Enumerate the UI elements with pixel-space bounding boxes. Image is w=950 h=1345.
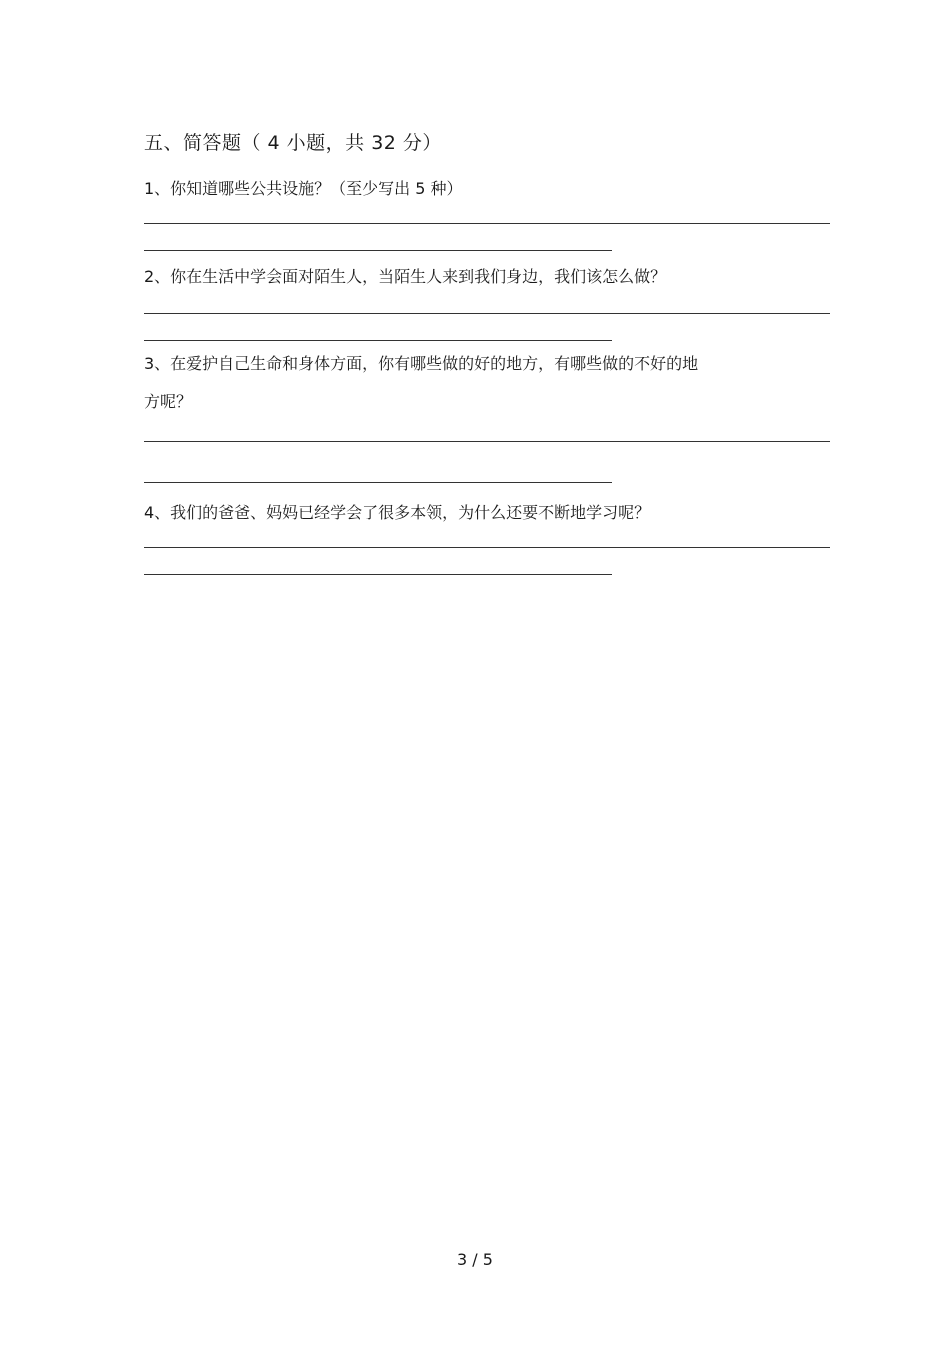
answer-line <box>144 547 830 548</box>
question-1-text: 1、你知道哪些公共设施？（至少写出 5 种） <box>144 179 463 198</box>
answer-line <box>144 250 612 251</box>
answer-line <box>144 313 830 314</box>
question-2-text: 2、你在生活中学会面对陌生人，当陌生人来到我们身边，我们该怎么做？ <box>144 267 667 286</box>
answer-line <box>144 340 612 341</box>
section-title: 五、简答题（ 4 小题，共 32 分） <box>144 132 442 154</box>
page-number: 3 / 5 <box>457 1250 493 1269</box>
answer-line <box>144 482 612 483</box>
answer-line <box>144 441 830 442</box>
question-3-text-line2: 方呢？ <box>144 392 193 411</box>
question-3-text-line1: 3、在爱护自己生命和身体方面，你有哪些做的好的地方，有哪些做的不好的地 <box>144 354 699 373</box>
question-4-text: 4、我们的爸爸、妈妈已经学会了很多本领，为什么还要不断地学习呢？ <box>144 503 651 522</box>
answer-line <box>144 223 830 224</box>
answer-line <box>144 574 612 575</box>
